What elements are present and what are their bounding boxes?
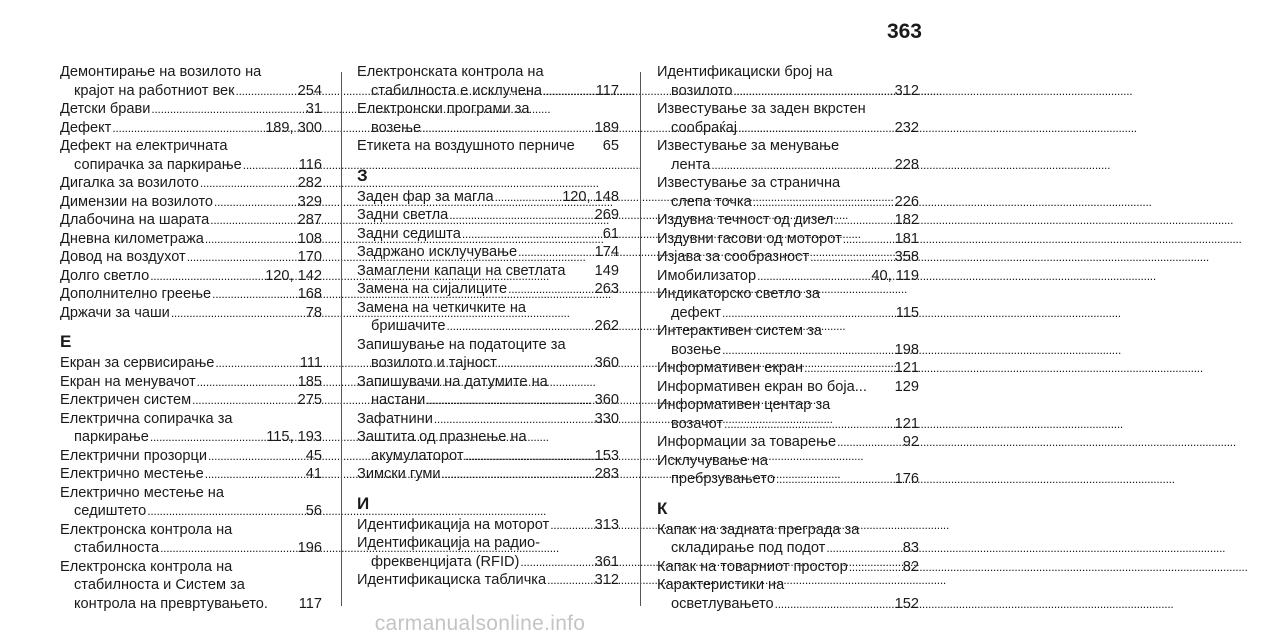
index-entry: [357, 262, 619, 281]
index-entry: [657, 359, 919, 378]
index-entry: [60, 558, 322, 614]
section-letter-heading: Е: [60, 332, 72, 351]
leader-dots: [757, 267, 870, 286]
index-entry-text: Детски брави: [60, 101, 151, 117]
index-entry-text: Електрично местење: [60, 466, 204, 482]
leader-dots: [722, 341, 893, 360]
index-entry-text: Електрично местење на: [60, 484, 224, 501]
page-reference: 111: [299, 355, 322, 371]
index-entry: [60, 391, 322, 410]
page-reference: 176: [894, 471, 919, 487]
page-reference: 275: [297, 392, 322, 408]
page-reference: 358: [894, 249, 919, 265]
index-entry: [657, 396, 919, 433]
index-entry-text: Електричен систем: [60, 392, 192, 408]
leader-dots: [187, 248, 297, 267]
index-entry: [357, 100, 619, 137]
index-entry-text: крајот на работниот век: [74, 82, 235, 99]
index-entry: [60, 174, 322, 193]
leader-dots: [520, 553, 593, 572]
leader-dots: [449, 206, 593, 225]
leader-dots: [236, 82, 297, 101]
page-reference: 313: [594, 516, 619, 533]
index-entry: [357, 571, 619, 590]
index-entry: [60, 410, 322, 447]
leader-dots: [724, 415, 894, 434]
index-entry: [60, 484, 322, 521]
index-entry-text: седиштето: [74, 503, 147, 519]
page-reference: 78: [305, 304, 322, 321]
index-entry-text: Задни светла: [357, 207, 449, 223]
leader-dots: [550, 516, 593, 535]
index-entry: [357, 299, 619, 336]
index-entry: [657, 63, 919, 100]
leader-dots: [508, 280, 593, 299]
index-entry: [357, 188, 619, 207]
page-reference: 121: [894, 360, 919, 376]
page-reference: 185: [297, 373, 322, 390]
page-reference: 153: [594, 447, 619, 464]
index-entry: [60, 267, 322, 286]
page-number: 363: [886, 20, 922, 43]
index-entry: [357, 534, 619, 571]
index-entry-text: возење: [371, 119, 422, 136]
index-entry-text: пребрзувањето: [671, 471, 775, 487]
leader-dots: [200, 174, 297, 193]
page-reference: 262: [594, 318, 619, 334]
page-reference: 254: [297, 82, 322, 99]
leader-dots: [711, 156, 893, 175]
index-entry-text: Задржано исклучување: [357, 244, 518, 260]
index-entry-text: стабилноста е исклучена: [371, 82, 542, 99]
index-entry-text: Електронската контрола на: [357, 64, 544, 80]
leader-dots: [753, 193, 894, 212]
page-reference: 82: [902, 558, 919, 575]
section-letter-heading: И: [357, 493, 370, 513]
leader-dots: [498, 354, 594, 373]
page-reference: 40, 119: [871, 267, 919, 284]
index-entry-text: Заштита од празнење на: [357, 429, 527, 445]
page-reference: 312: [894, 82, 919, 99]
index-entry-text: стабилноста: [74, 540, 160, 556]
page-reference: 232: [894, 119, 919, 136]
page-reference: 269: [594, 207, 619, 223]
index-entry: [60, 211, 322, 230]
index-entry: [657, 452, 919, 489]
index-entry-text: Карактеристики на: [657, 577, 785, 593]
index-entry-text: сообраќај: [671, 119, 738, 136]
leader-dots: [112, 119, 264, 138]
index-entry: [657, 267, 919, 286]
index-entry: [657, 248, 919, 267]
leader-dots: [547, 571, 594, 590]
index-entry-text: Идентификација на радио-: [357, 535, 541, 551]
index-entry-text: возачот: [671, 415, 724, 432]
leader-dots: [147, 502, 305, 521]
index-entry: [60, 285, 322, 304]
index-entry-text: Заден фар за магла: [357, 188, 494, 205]
index-entry: [60, 354, 322, 373]
index-entry-text: Етикета на воздушното перниче: [357, 138, 575, 154]
index-entry-text: Екран на менувачот: [60, 373, 196, 390]
index-column-1: [60, 63, 322, 613]
page-reference: 196: [297, 540, 322, 556]
index-entry-text: Електрични прозорци: [60, 447, 207, 464]
page-reference: 263: [594, 281, 619, 297]
page-reference: 115: [895, 304, 919, 321]
index-entry: [657, 576, 919, 613]
index-entry-text: возилото: [671, 82, 733, 99]
page-reference: 121: [894, 415, 919, 432]
index-entry-text: Дефект: [60, 119, 112, 136]
index-entry: [657, 174, 919, 211]
index-entry: [657, 211, 919, 230]
index-column-3: [657, 63, 919, 613]
page-reference: 181: [894, 230, 919, 247]
page-reference: 152: [894, 595, 919, 612]
index-entry-text: возење: [671, 341, 722, 358]
index-entry-text: Запишување на податоците за: [357, 336, 566, 353]
index-entry-text: Димензии на возилото: [60, 193, 214, 210]
leader-dots: [834, 211, 893, 230]
leader-dots: [734, 82, 894, 101]
page-reference: 115, 193: [266, 429, 322, 445]
index-entry-text: Идентификација на моторот: [357, 516, 550, 533]
index-entry-text: возилото и тајност: [371, 355, 497, 371]
leader-dots: [160, 539, 297, 558]
leader-dots: [722, 304, 895, 323]
page-reference: 117: [595, 82, 619, 99]
leader-dots: [518, 243, 594, 262]
leader-dots: [543, 82, 595, 101]
index-entry-text: складирање под подот: [671, 540, 826, 556]
page-reference: 360: [594, 355, 619, 371]
index-entry: [357, 280, 619, 299]
index-entry-text: Информативен екран во боја...: [657, 378, 867, 395]
page-reference: 182: [894, 212, 919, 228]
index-entry-text: Зимски гуми: [357, 466, 441, 482]
index-entry: [657, 378, 919, 397]
index-entry-text: Исклучување на: [657, 452, 768, 469]
index-entry-text: Електронски програми за: [357, 101, 530, 117]
leader-dots: [150, 428, 265, 447]
leader-dots: [776, 470, 894, 489]
index-entry-text: Дополнително греење: [60, 286, 212, 302]
page-reference: 361: [594, 553, 619, 570]
page-reference: 282: [297, 175, 322, 191]
leader-dots: [434, 410, 594, 429]
index-column-2: [357, 63, 619, 590]
index-entry: [357, 516, 619, 535]
page-reference: 283: [594, 466, 619, 482]
leader-dots: [426, 391, 593, 410]
index-entry-text: осветлувањето: [671, 595, 774, 612]
index-entry: [60, 63, 322, 100]
index-entry: [60, 304, 322, 323]
index-entry-text: лента: [671, 156, 711, 173]
index-entry-text: Идентификациска табличка: [357, 572, 547, 588]
index-entry-text: Држачи за чаши: [60, 304, 170, 321]
index-entry-text: Издувни гасови од моторот: [657, 230, 842, 247]
page-reference: 189: [594, 119, 619, 136]
index-entry: [357, 206, 619, 225]
page-reference: 174: [594, 244, 619, 260]
index-entry-text: дефект: [671, 304, 721, 321]
index-entry-text: настани: [371, 392, 426, 408]
index-entry-text: Дигалка за возилото: [60, 175, 199, 191]
leader-dots: [151, 100, 304, 119]
leader-dots: [775, 595, 894, 614]
section-letter-heading: З: [357, 165, 368, 185]
index-entry: [657, 137, 919, 174]
page-reference: 189, 300: [265, 119, 322, 136]
leader-dots: [171, 304, 305, 323]
leader-dots: [462, 225, 602, 244]
page-reference: 41: [305, 466, 322, 482]
leader-dots: [210, 211, 296, 230]
leader-dots: [208, 447, 305, 466]
index-entry-text: сопирачка за паркирање: [74, 156, 242, 173]
index-entry-text: Информативен центар за: [657, 397, 831, 413]
index-entry-text: Замена на четкичките на: [357, 299, 527, 316]
index-entry: [60, 137, 322, 174]
index-entry-text: Довод на воздухот: [60, 249, 186, 265]
page-reference: 120, 148: [562, 188, 619, 205]
index-entry-text: стабилноста и Систем за: [74, 577, 245, 593]
index-entry-text: Известување за заден вкрстен: [657, 101, 866, 117]
index-entry: [657, 100, 919, 137]
leader-dots: [465, 447, 594, 466]
index-entry-text: акумулаторот: [371, 447, 464, 464]
column-divider: [640, 72, 641, 606]
page-reference: 61: [602, 225, 619, 242]
index-entry-text: Идентификациски број на: [657, 64, 833, 80]
leader-dots: [447, 317, 594, 336]
index-entry-text: Длабочина на шарата: [60, 212, 210, 228]
page-reference: 149: [594, 262, 619, 279]
page-reference: 228: [894, 156, 919, 173]
index-entry-text: Капак на задната преграда за: [657, 521, 860, 538]
page-reference: 116: [298, 156, 322, 173]
page-reference: 92: [902, 434, 919, 450]
index-entry: [657, 521, 919, 558]
index-entry-text: Дневна километража: [60, 230, 204, 247]
index-entry-text: Електронска контрола на: [60, 521, 233, 538]
index-entry-text: Електронска контрола на: [60, 558, 233, 575]
index-entry: [357, 428, 619, 465]
index-entry: [357, 373, 619, 410]
index-entry: [60, 119, 322, 138]
index-entry-text: Информации за товарење: [657, 434, 837, 450]
page-reference: 198: [894, 341, 919, 358]
index-entry: [657, 230, 919, 249]
index-entry: [657, 322, 919, 359]
leader-dots: [150, 267, 264, 286]
index-entry-text: Известување за менување: [657, 138, 840, 154]
leader-dots: [212, 285, 297, 304]
page-reference: 83: [902, 540, 919, 556]
page-reference: 312: [594, 572, 619, 588]
index-entry-text: Екран за сервисирање: [60, 355, 215, 371]
leader-dots: [849, 558, 902, 577]
section-letter-heading: К: [657, 498, 668, 518]
page-reference: 56: [305, 503, 322, 519]
index-entry-text: Демонтирање на возилото на: [60, 64, 262, 80]
page-reference: 65: [602, 138, 619, 154]
index-entry-text: Задни седишта: [357, 225, 461, 242]
leader-dots: [205, 465, 305, 484]
index-entry-text: контрола на превртувањето.: [74, 595, 268, 612]
page-reference: 117: [298, 595, 322, 612]
leader-dots: [192, 391, 297, 410]
index-entry-text: слепа точка: [671, 193, 752, 210]
page-reference: 129: [894, 378, 919, 395]
index-entry-text: Интерактивен систем за: [657, 323, 822, 339]
page-reference: 360: [594, 392, 619, 408]
index-entry: [357, 243, 619, 262]
index-entry: [357, 63, 619, 100]
index-entry-text: Електрична сопирачка за: [60, 410, 233, 427]
leader-dots: [495, 188, 562, 207]
index-entry-text: паркирање: [74, 429, 149, 445]
page-reference: 329: [297, 193, 322, 210]
page-reference: 108: [297, 230, 322, 247]
page-reference: 330: [594, 410, 619, 427]
index-entry-text: Информативен екран: [657, 360, 804, 376]
index-entry: [60, 465, 322, 484]
index-entry: [60, 248, 322, 267]
page-reference: 226: [894, 193, 919, 210]
index-entry-text: Замена на сијалиците: [357, 281, 508, 297]
page-reference: 120, 142: [265, 267, 322, 284]
watermark: carmanualsonline.info: [374, 612, 586, 635]
index-entry: [60, 100, 322, 119]
page-reference: 170: [297, 249, 322, 265]
leader-dots: [826, 539, 901, 558]
index-entry: [60, 447, 322, 466]
leader-dots: [738, 119, 894, 138]
index-entry: [657, 433, 919, 452]
index-entry-text: Изјава за сообразност: [657, 249, 810, 265]
page-reference: 168: [297, 286, 322, 302]
index-entry: [657, 285, 919, 322]
leader-dots: [837, 433, 902, 452]
index-entry: [357, 225, 619, 244]
column-divider: [341, 72, 342, 606]
index-entry-text: Известување за странична: [657, 175, 841, 191]
index-entry: [657, 558, 919, 577]
leader-dots: [810, 248, 894, 267]
leader-dots: [843, 230, 894, 249]
index-entry: [60, 193, 322, 212]
leader-dots: [215, 354, 298, 373]
page-reference: 45: [305, 447, 322, 464]
index-entry-text: бришачите: [371, 318, 446, 334]
index-entry: [357, 410, 619, 429]
leader-dots: [243, 156, 298, 175]
index-entry-text: Издувна течност од дизел: [657, 212, 834, 228]
index-entry-text: фреквенцијата (RFID): [371, 553, 520, 570]
index-entry: [60, 521, 322, 558]
page-reference: 31: [305, 101, 322, 117]
index-entry-text: Имобилизатор: [657, 267, 757, 284]
index-entry: [357, 465, 619, 484]
index-entry-text: Долго светло: [60, 267, 150, 284]
leader-dots: [422, 119, 593, 138]
leader-dots: [442, 465, 594, 484]
index-entry-text: Зафатнини: [357, 410, 433, 427]
leader-dots: [205, 230, 297, 249]
index-entry: [60, 230, 322, 249]
index-entry-text: Запишувачи на датумите на: [357, 373, 548, 390]
leader-dots: [804, 359, 894, 378]
index-entry: [357, 137, 619, 156]
leader-dots: [197, 373, 297, 392]
index-entry-text: Капак на товарниот простор: [657, 558, 848, 575]
index-entry-text: Замаглени капаци на светлата: [357, 262, 566, 279]
index-entry: [357, 336, 619, 373]
index-entry-text: Дефект на електричната: [60, 138, 228, 154]
page-reference: 287: [297, 212, 322, 228]
index-entry: [60, 373, 322, 392]
leader-dots: [214, 193, 297, 212]
index-entry-text: Индикаторско светло за: [657, 286, 821, 302]
